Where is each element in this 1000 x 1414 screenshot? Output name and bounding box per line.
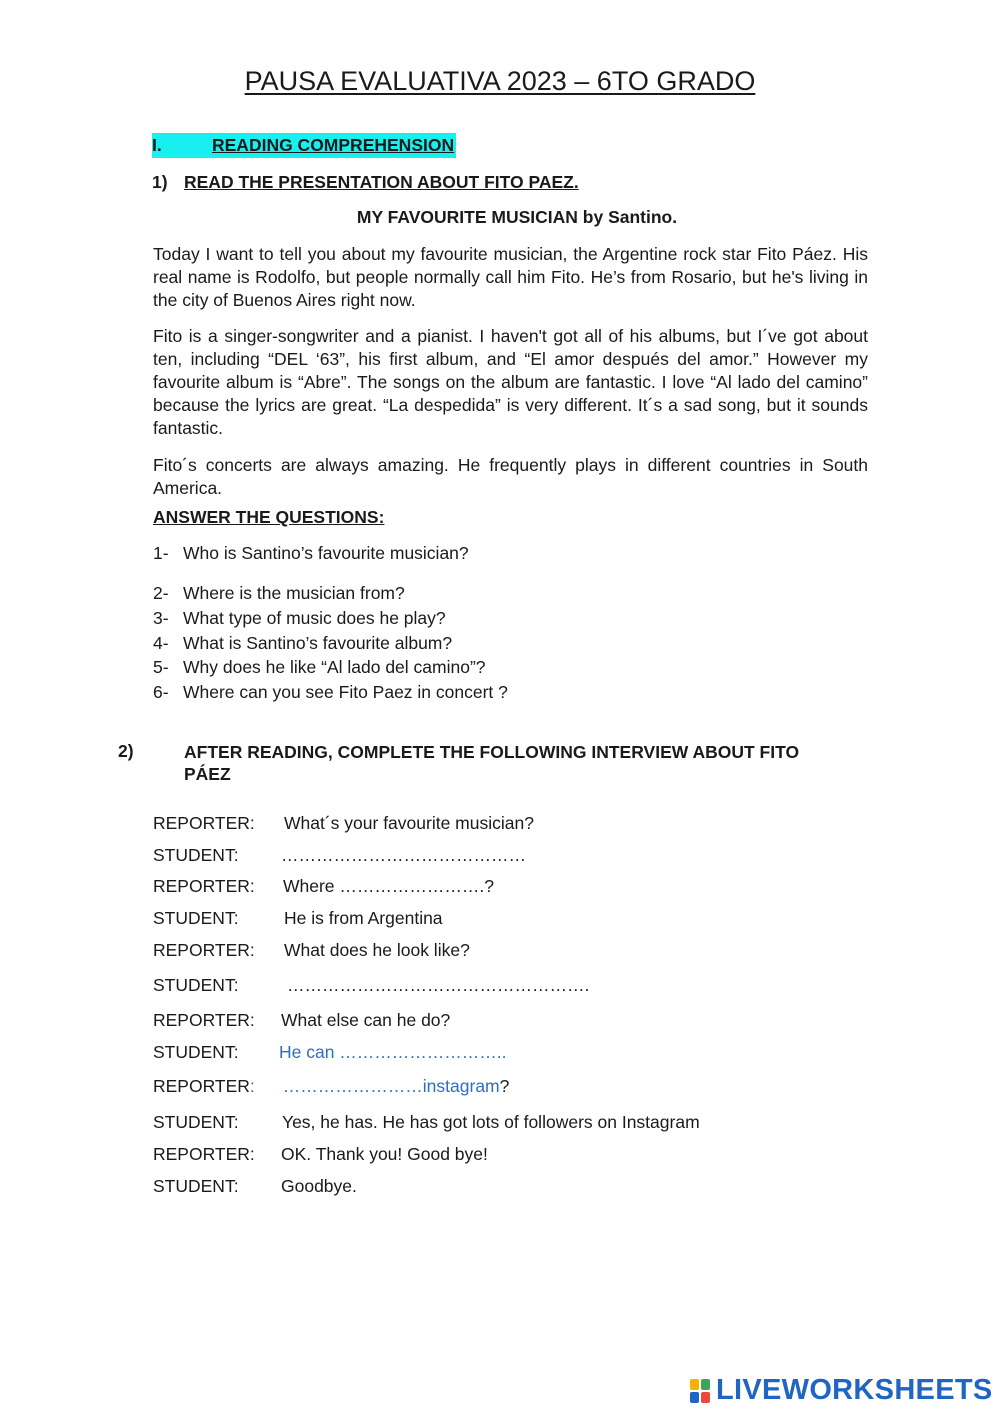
question-text: Who is Santino’s favourite musician? [183,543,469,563]
interview-line [153,1010,450,1031]
reading-paragraph-2: Fito is a singer-songwriter and a pianist. I haven't got all of his albums, but I´ve got about ten, including “DEL ‘63”, his first album, and “El amor después del amor.” However my favourite album is “Abre”. The songs on the album are fantastic. I love “Al lado del camino” because the lyrics are great. “La despedida” is very different. It´s a sad song, but it sounds fantastic. [153,326,868,438]
logo-text: LIVEWORKSHEETS [716,1373,993,1406]
reading-title: MY FAVOURITE MUSICIAN by Santino. [356,207,678,227]
question-number: 1- [153,543,169,563]
page-title: PAUSA EVALUATIVA 2023 – 6TO GRADO [244,66,756,96]
speaker-label: STUDENT: [153,845,239,865]
speaker-label: REPORTER: [153,1010,255,1030]
question-item [153,543,469,564]
speaker-colon: : [249,1076,255,1096]
interview-line [153,1042,507,1063]
interview-text: He is from Argentina [284,908,443,928]
task-heading-1 [152,172,579,193]
logo-icon [690,1377,712,1403]
interview-text: ? [499,1076,510,1096]
question-text: Why does he like “Al lado del camino”? [183,657,486,677]
question-number: 4- [153,633,169,653]
interview-line [153,813,534,834]
speaker-label: STUDENT: [153,975,239,995]
liveworksheets-logo [690,1374,993,1406]
speaker-label: STUDENT: [153,1112,239,1132]
task-heading-2 [118,741,844,785]
question-item [153,608,446,629]
interview-line [153,940,470,961]
question-text: Where can you see Fito Paez in concert ? [183,682,508,702]
question-item [153,633,452,654]
interview-text[interactable]: Where …………………….? [283,876,494,896]
question-number: 6- [153,682,169,702]
task-label: READ THE PRESENTATION ABOUT FITO PAEZ. [184,172,579,192]
answer-blank[interactable]: ……………………………………………. [287,975,590,995]
interview-text: What does he look like? [284,940,470,960]
section-number: I. [152,135,162,155]
interview-text: What else can he do? [281,1010,451,1030]
speaker-label: STUDENT: [153,908,239,928]
question-text: What type of music does he play? [183,608,446,628]
question-number: 2- [153,583,169,603]
answer-blank[interactable]: He can ……………………….. [279,1042,507,1062]
speaker-label: REPORTER: [153,1144,255,1164]
answer-heading: ANSWER THE QUESTIONS: [153,507,385,527]
speaker-label: REPORTER: [153,813,255,833]
speaker-label: STUDENT: [153,1176,239,1196]
interview-line [153,1144,488,1165]
question-item [153,682,508,703]
speaker-label: REPORTER: [153,876,255,896]
section-heading [152,133,456,158]
interview-line [153,908,443,929]
reading-paragraph-1: Today I want to tell you about my favourite musician, the Argentine rock star Fito Páez. His real name is Rodolfo, but people normally call him Fito. He’s from Rosario, but he's living in the city of Buenos Aires right now. [153,244,868,310]
task-number: 1) [152,172,168,192]
question-text: What is Santino’s favourite album? [183,633,453,653]
reading-paragraph-3: Fito´s concerts are always amazing. He frequently plays in different countries in South America. [153,455,868,498]
interview-text: Yes, he has. He has got lots of followers on Instagram [282,1112,700,1132]
speaker-label: REPORTER: [153,940,255,960]
task-number: 2) [118,741,134,761]
interview-line [153,876,494,897]
answer-blank[interactable]: ……………………instagram [282,1076,500,1096]
interview-line [153,975,589,996]
question-number: 5- [153,657,169,677]
interview-text: Goodbye. [281,1176,357,1196]
interview-line [153,1076,509,1097]
speaker-label: STUDENT: [153,1042,239,1062]
section-label: READING COMPREHENSION [212,135,455,155]
question-item [153,583,405,604]
interview-line [153,1176,357,1197]
question-number: 3- [153,608,169,628]
answer-blank[interactable]: …………………………………… [281,845,526,865]
interview-line [153,845,526,866]
question-item [153,657,486,678]
task-label: AFTER READING, COMPLETE THE FOLLOWING INTERVIEW ABOUT FITO PÁEZ [184,742,800,784]
interview-text: What´s your favourite musician? [284,813,534,833]
interview-line [153,1112,700,1133]
question-text: Where is the musician from? [183,583,405,603]
speaker-label: REPORTER [153,1076,250,1096]
interview-text: OK. Thank you! Good bye! [281,1144,488,1164]
